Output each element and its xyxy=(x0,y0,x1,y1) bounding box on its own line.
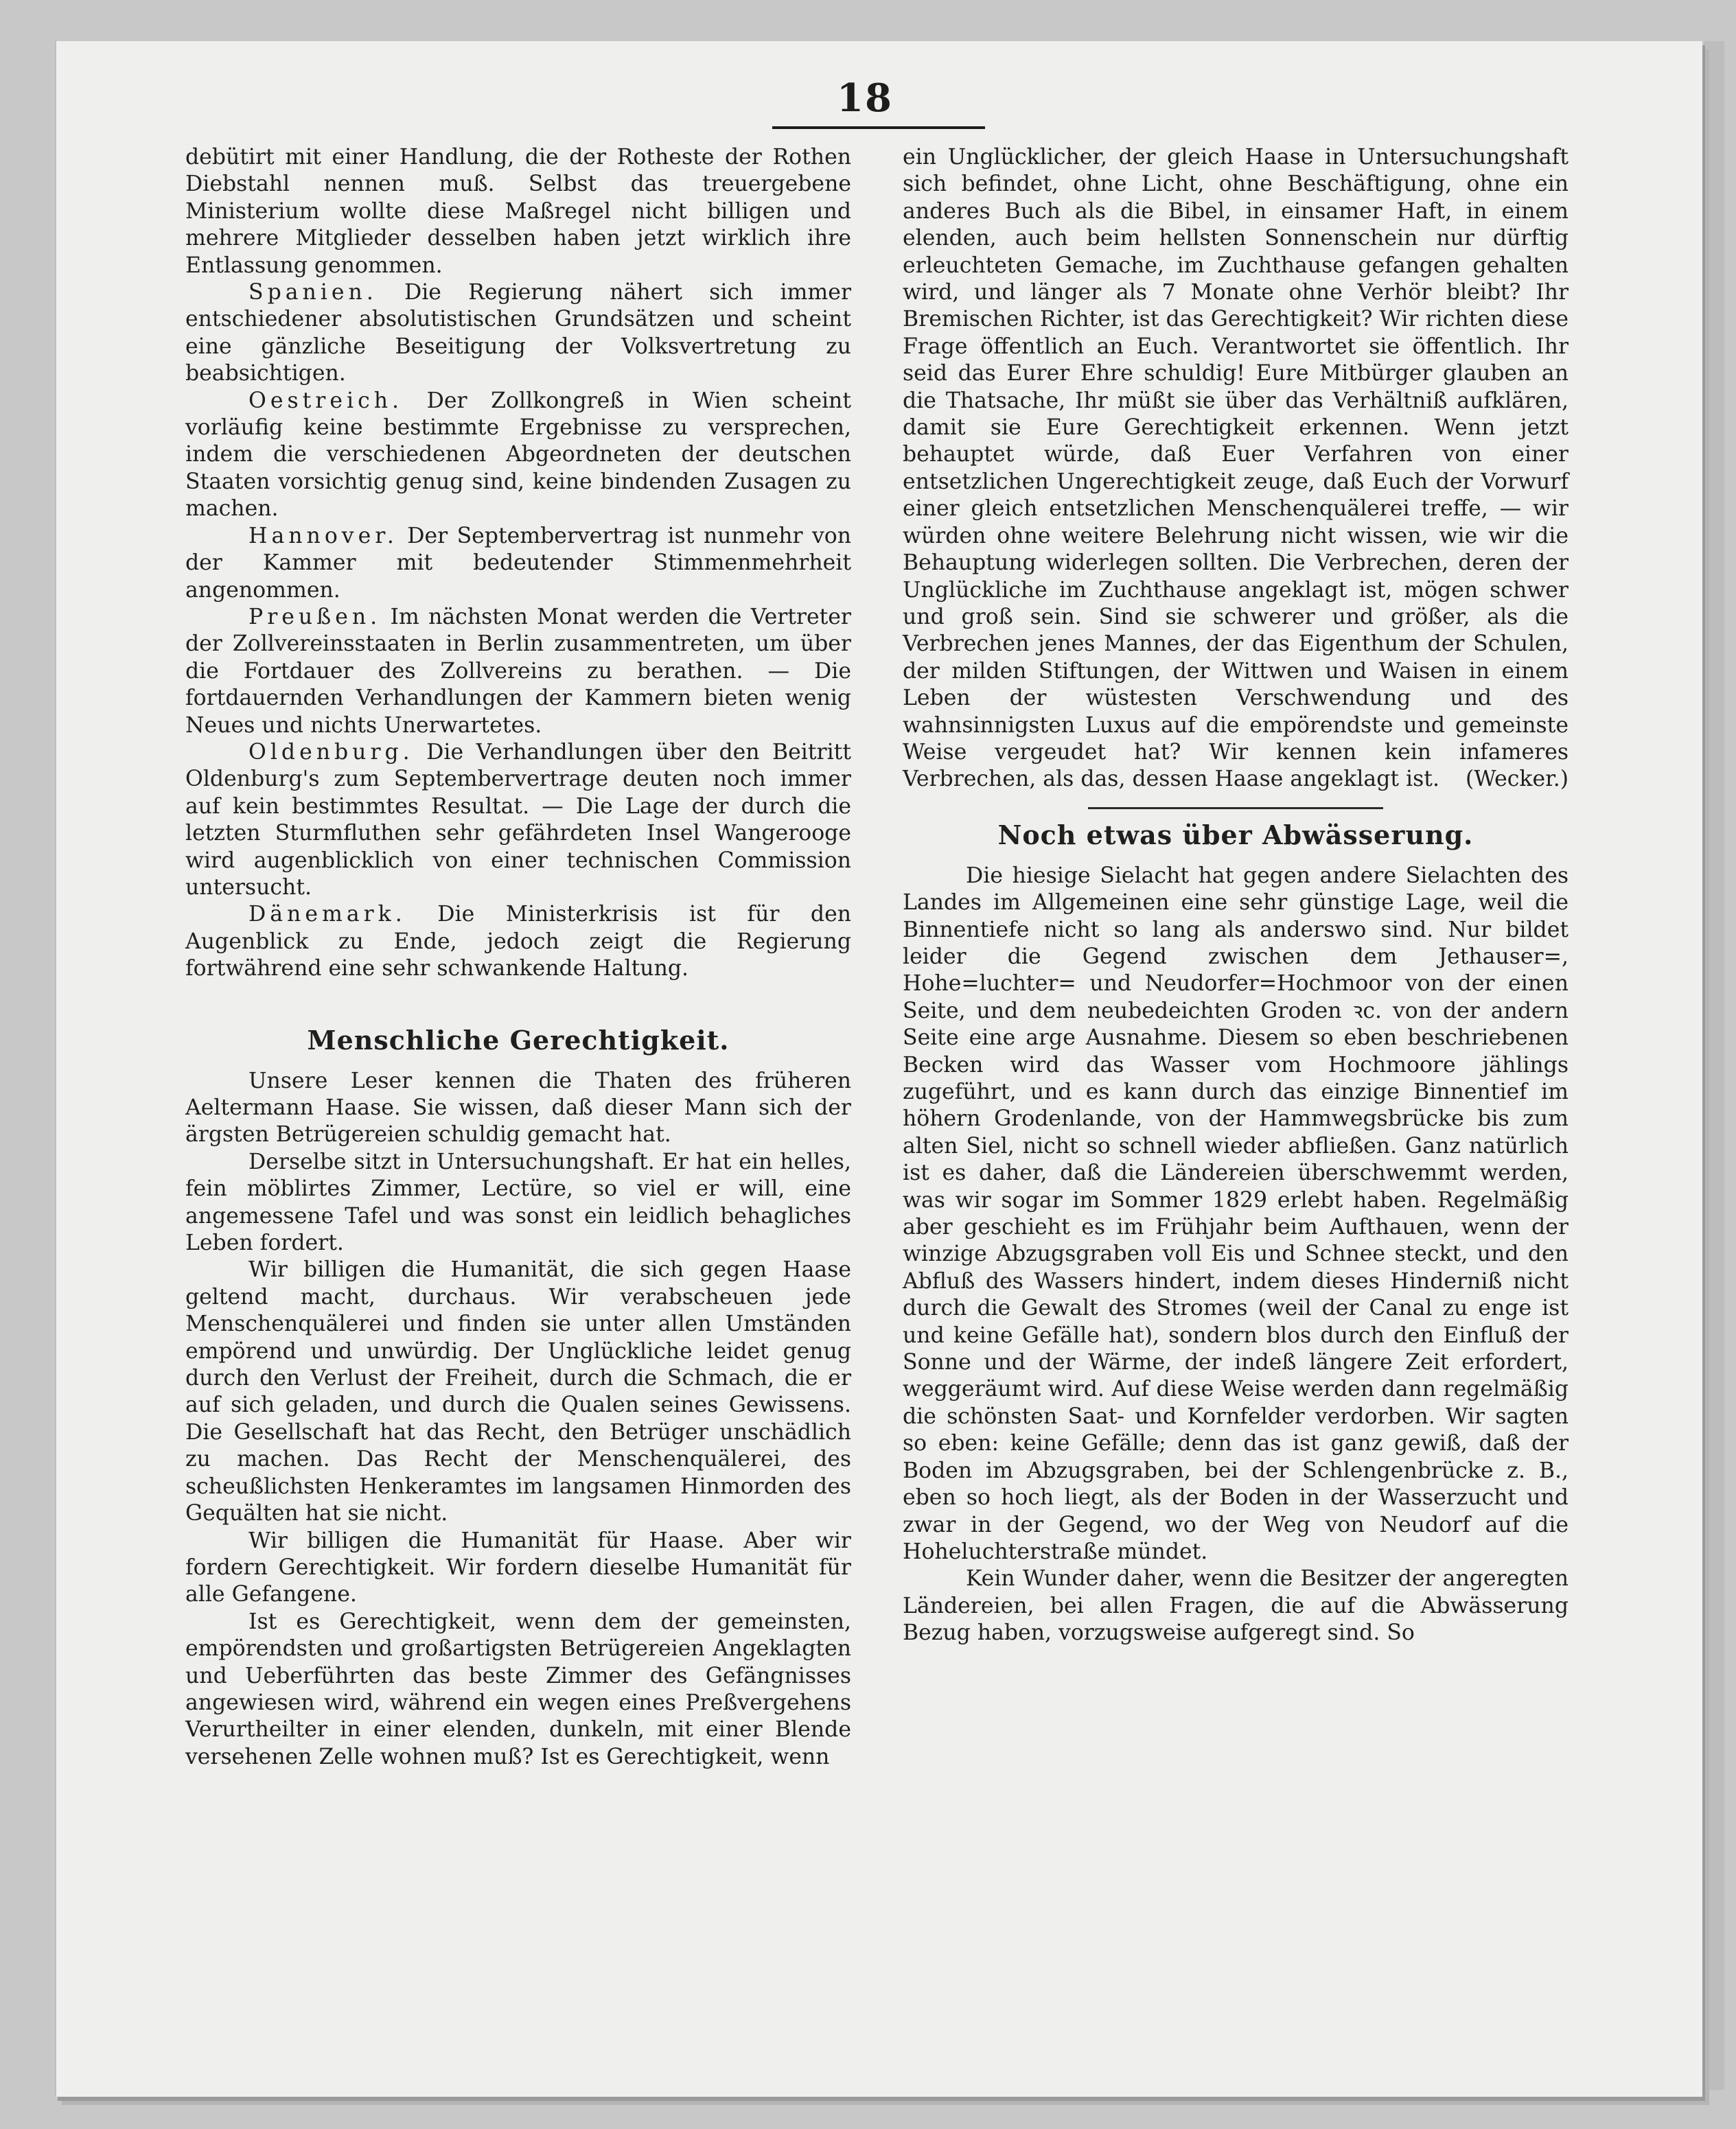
news-item-austria: Oestreich. Der Zollkongreß in Wien scheint vorläufig keine bestimmte Ergebnisse zu versprechen, indem die verschiedenen Abgeordneten der deutschen Staaten vorsichtig genug sind, keine bindenden Zusagen zu machen. xyxy=(185,388,851,522)
page-number: 18 xyxy=(837,75,893,121)
news-item-spain: Spanien. Die Regierung nähert sich immer entschiedener absolutistischen Grundsätzen und scheint eine gänzliche Beseitigung der Volksvertretung zu beabsichtigen. xyxy=(185,280,851,386)
article-paragraph: Unsere Leser kennen die Thaten des früheren Aeltermann Haase. Sie wissen, daß dieser Mann sich der ärgsten Betrügereien schuldig gemacht hat. xyxy=(185,1068,851,1148)
article-paragraph: Kein Wunder daher, wenn die Besitzer der angeregten Ländereien, bei allen Fragen, die auf die Abwässerung Bezug haben, vorzugsweise aufgeregt sind. So xyxy=(903,1566,1569,1646)
article-paragraph: Wir billigen die Humanität für Haase. Aber wir fordern Gerechtigkeit. Wir fordern dieselbe Humanität für alle Gefangene. xyxy=(185,1528,851,1607)
left-column xyxy=(185,144,851,1771)
right-column xyxy=(903,144,1569,1647)
article-paragraph: Derselbe sitzt in Untersuchungshaft. Er hat ein helles, fein möblirtes Zimmer, Lectüre, so viel er will, eine angemessene Tafel und was sonst ein leidlich behagliches Leben fordert. xyxy=(185,1149,851,1256)
article-paragraph: Wir billigen die Humanität, die sich gegen Haase geltend macht, durchaus. Wir verabscheuen jede Menschenquälerei und finden sie unter allen Umständen empörend und unwürdig. Der Unglückliche leidet genug durch den Verlust der Freiheit, durch die Schmach, die er auf sich geladen, und durch die Qualen seines Gewissens. Die Gesellschaft hat das Recht, den Betrüger unschädlich zu machen. Das Recht der Menschenquälerei, des scheußlichsten Henkeramtes im langsamen Hinmorden des Gequälten hat sie nicht. xyxy=(185,1257,851,1526)
page-stack-edge xyxy=(1704,41,1724,2090)
continued-paragraph: debütirt mit einer Handlung, die der Rotheste der Rothen Diebstahl nennen muß. Selbst das treuergebene Ministerium wollte diese Maßregel nicht billigen und mehrere Mitglieder desselben haben jetzt wirklich ihre Entlassung genommen. xyxy=(185,145,851,278)
news-item-denmark: Dänemark. Die Ministerkrisis ist für den Augenblick zu Ende, jedoch zeigt die Regierung fortwährend eine sehr schwankende Haltung. xyxy=(185,902,851,981)
page-left-edge xyxy=(55,41,56,2097)
news-item-oldenburg: Oldenburg. Die Verhandlungen über den Beitritt Oldenburg's zum Septembervertrage deuten noch immer auf kein bestimmtes Resultat. — Die Lage der durch die letzten Sturmfluthen sehr gefährdeten Insel Wangerooge wird augenblicklich von einer technischen Commission untersucht. xyxy=(185,739,851,900)
header-rule xyxy=(772,126,985,129)
article-divider xyxy=(1088,807,1383,809)
article-paragraph: Die hiesige Sielacht hat gegen andere Sielachten des Landes im Allgemeinen eine sehr günstige Lage, weil die Binnentiefe nicht so lang als anderswo sind. Nur bildet leider die Gegend zwischen dem Jethauser=, Hohe=luchter= und Neudorfer=Hochmoor von der einen Seite, und dem neubedeichten Groden ꝛc. von der andern Seite eine arge Ausnahme. Diesem so eben beschriebenen Becken wird das Wasser vom Hochmoore jählings zugeführt, und es kann durch das einzige Binnentief im höhern Grodenlande, von der Hammwegsbrücke bis zum alten Siel, nicht so schnell wieder abfließen. Ganz natürlich ist es daher, daß die Ländereien überschwemmt werden, was wir sogar im Sommer 1829 erlebt haben. Regelmäßig aber geschieht es im Frühjahr beim Aufthauen, wenn der winzige Abzugsgraben voll Eis und Schnee steckt, und den Abfluß des Wassers hindert, indem dieses Hinderniß nicht durch die Gewalt des Stromes (weil der Canal zu enge ist und keine Gefälle hat), sondern blos durch den Einfluß der Sonne und der Wärme, der indeß längere Zeit erfordert, weggeräumt wird. Auf diese Weise werden dann regelmäßig die schönsten Saat- und Kornfelder verdorben. Wir sagten so eben: keine Gefälle; denn das ist ganz gewiß, daß der Boden im Abzugsgraben, bei der Schlengenbrücke z. B., eben so hoch liegt, als der Boden in der Wasserzucht und zwar in der Gegend, wo der Weg von Neudorf auf die Hoheluchterstraße mündet. xyxy=(903,863,1569,1564)
source-credit: (Wecker.) xyxy=(1465,767,1569,792)
article-title-justice: Menschliche Gerechtigkeit. xyxy=(307,1024,730,1056)
continued-paragraph: ein Unglücklicher, der gleich Haase in Untersuchungshaft sich befindet, ohne Licht, ohne Beschäftigung, ohne ein anderes Buch als die Bibel, in einsamer Haft, in einem elenden, auch beim hellsten Sonnenschein nur dürftig erleuchteten Gemache, im Zuchthause gefangen gehalten wird, und länger als 7 Monate ohne Verhör bleibt? Ihr Bremischen Richter, ist das Gerechtigkeit? Wir richten diese Frage öffentlich an Euch. Verantwortet sie öffentlich. Ihr seid das Eurer Ehre schuldig! Eure Mitbürger glauben an die Thatsache, Ihr müßt sie über das Verhältniß aufklären, damit sie Eure Gerechtigkeit erkennen. Wenn jetzt behauptet würde, daß Euer Verfahren von einer entsetzlichen Ungerechtigkeit zeuge, daß Euch der Vorwurf einer gleich entsetzlichen Menschenquälerei treffe, — wir würden ohne weitere Belehrung nicht wissen, wie wir die Behauptung widerlegen sollten. Die Verbrechen, deren der Unglückliche im Zuchthause angeklagt ist, mögen schwer und groß sein. Sind sie schwerer und größer, als die Verbrechen jenes Mannes, der das Eigenthum der Schulen, der milden Stiftungen, der Wittwen und Waisen in einem Leben der wüstesten Verschwendung und des wahnsinnigsten Luxus auf die empörendste und gemeinste Weise vergeudet hat? Wir kennen kein infameres Verbrechen, als das, dessen Haase angeklagt ist. xyxy=(903,145,1569,792)
article-title-drainage: Noch etwas über Abwässerung. xyxy=(997,819,1474,850)
news-item-prussia: Preußen. Im nächsten Monat werden die Vertreter der Zollvereinsstaaten in Berlin zusammentreten, um über die Fortdauer des Zollvereins zu berathen. — Die fortdauernden Verhandlungen der Kammern bieten wenig Neues und nichts Unerwartetes. xyxy=(185,604,851,738)
news-item-hanover: Hannover. Der Septembervertrag ist nunmehr von der Kammer mit bedeutender Stimmenmehrheit angenommen. xyxy=(185,523,851,603)
article-paragraph: Ist es Gerechtigkeit, wenn dem der gemeinsten, empörendsten und großartigsten Betrügereien Angeklagten und Ueberführten das beste Zimmer des Gefängnisses angewiesen wird, während ein wegen eines Preßvergehens Verurtheilter in einer elenden, dunkeln, mit einer Blende versehenen Zelle wohnen muß? Ist es Gerechtigkeit, wenn xyxy=(185,1609,851,1769)
